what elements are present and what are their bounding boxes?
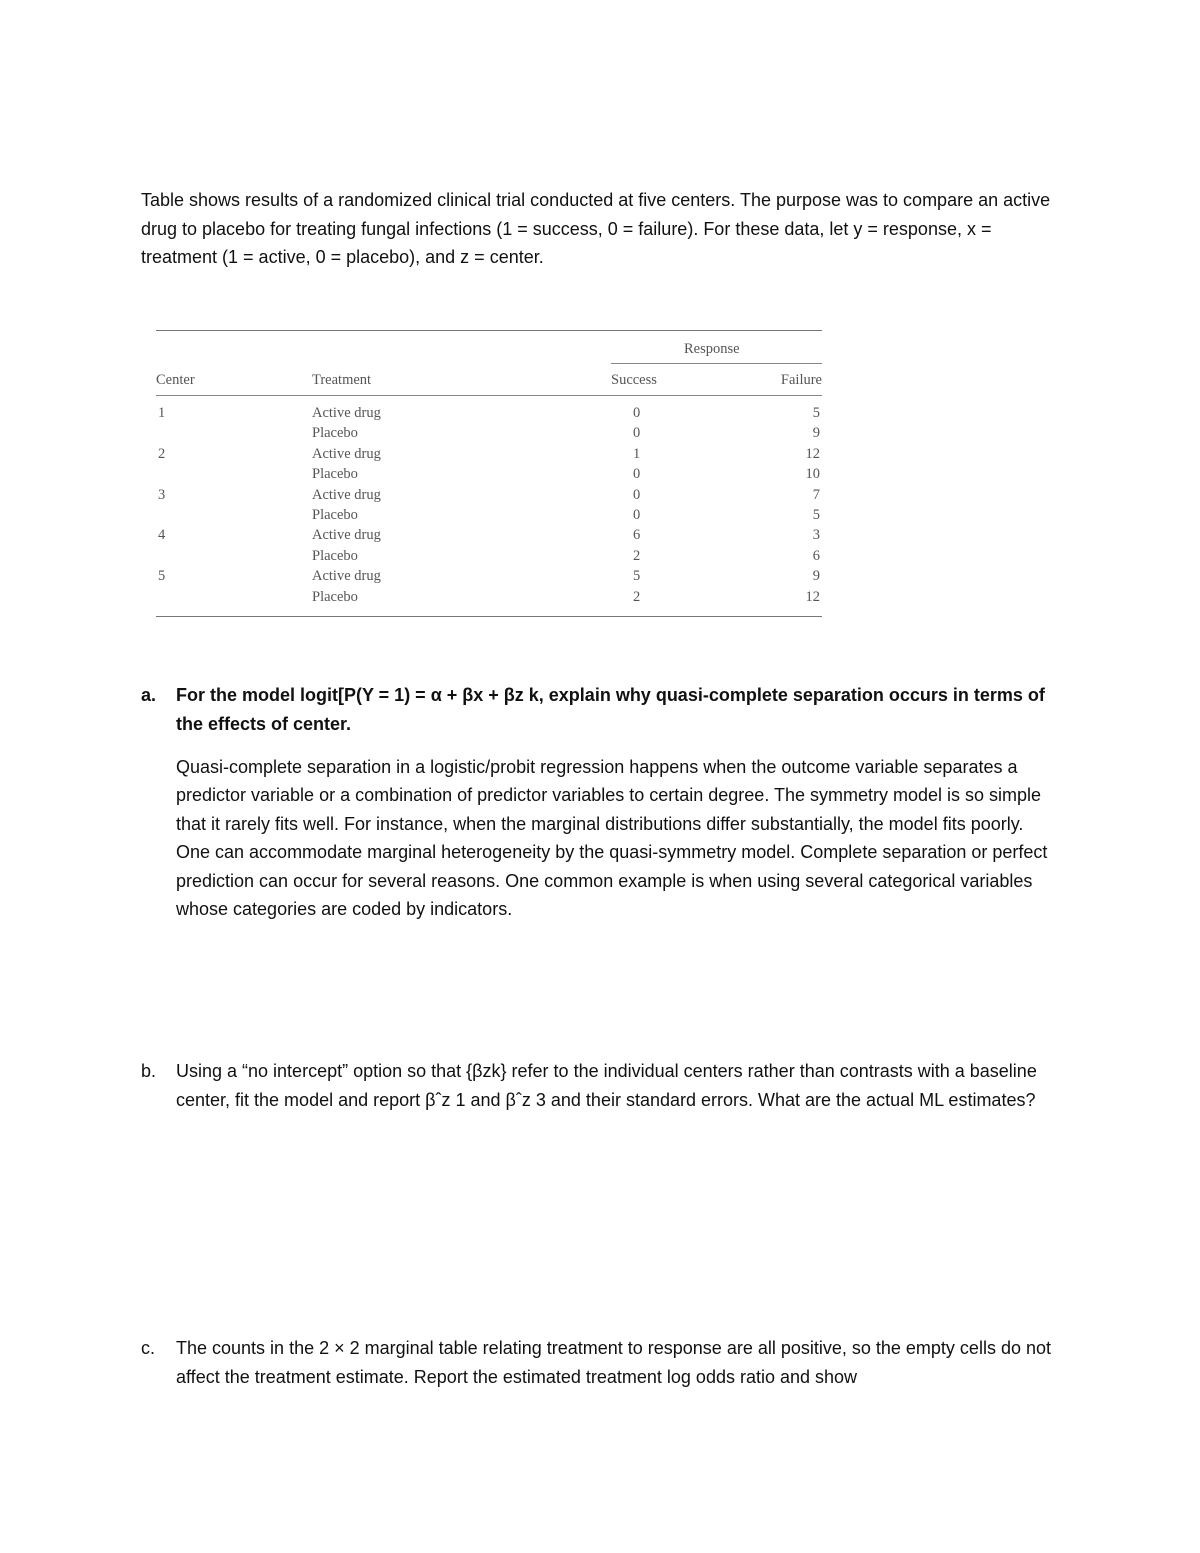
question-a-text: For the model logit[P(Y = 1) = α + βx + βz k, explain why quasi-complete separation occurs in terms of the effects of center. — [176, 685, 1045, 734]
table-bottom-rule — [156, 616, 822, 617]
header-success: Success — [611, 372, 657, 388]
cell-failure: 6 — [812, 547, 820, 564]
question-b-text: Using a “no intercept” option so that {βzk} refer to the individual centers rather than contrasts with a baseline center, fit the model and report βˆz 1 and βˆz 3 and their standard errors. What are the actual ML estimates? — [176, 1061, 1037, 1110]
trial-results-table — [156, 330, 822, 617]
answer-a: Quasi-complete separation in a logistic/probit regression happens when the outcome variable separates a predictor variable or a combination of predictor variables to certain degree. The symmetry model is so simple that it rarely fits well. For instance, when the marginal distributions differ substantially, the model fits poorly. One can accommodate marginal heterogeneity by the quasi-symmetry model. Complete separation or perfect prediction can occur for several reasons. One common example is when using several categorical variables whose categories are coded by indicators. — [176, 757, 1048, 920]
intro-paragraph: Table shows results of a randomized clinical trial conducted at five centers. The purpose was to compare an active drug to placebo for treating fungal infections (1 = success, 0 = failure). For these data, let y = response, x = treatment (1 = active, 0 = placebo), and z = center. — [141, 190, 1051, 267]
cell-center: 1 — [158, 405, 166, 421]
question-b — [141, 1057, 1071, 1114]
table-body — [156, 396, 822, 616]
cell-failure: 5 — [812, 506, 820, 523]
cell-success: 2 — [633, 547, 641, 564]
cell-success: 1 — [633, 445, 641, 462]
cell-success: 5 — [633, 568, 641, 585]
cell-treatment: Active drug — [312, 486, 381, 503]
cell-failure: 3 — [812, 527, 820, 544]
table-row — [156, 526, 822, 546]
cell-treatment: Placebo — [312, 425, 358, 442]
cell-center: 3 — [158, 486, 166, 503]
header-failure: Failure — [780, 372, 822, 388]
cell-failure: 7 — [812, 486, 820, 503]
question-a — [141, 681, 1071, 738]
table-row — [156, 588, 822, 608]
cell-treatment: Placebo — [312, 588, 358, 605]
question-b-letter: b. — [141, 1061, 157, 1081]
header-treatment: Treatment — [312, 372, 372, 388]
cell-failure: 5 — [812, 405, 820, 421]
header-center: Center — [156, 372, 195, 388]
cell-success: 0 — [633, 466, 641, 483]
cell-center: 4 — [158, 527, 166, 544]
question-c — [141, 1334, 1071, 1391]
cell-failure: 10 — [805, 466, 820, 483]
question-c-text: The counts in the 2 × 2 marginal table relating treatment to response are all positive, so the empty cells do not affect the treatment estimate. Report the estimated treatment log odds ratio and show — [176, 1338, 1051, 1387]
cell-treatment: Placebo — [312, 466, 358, 483]
table-row — [156, 404, 822, 424]
cell-success: 0 — [633, 425, 641, 442]
cell-success: 6 — [633, 527, 641, 544]
table-row — [156, 445, 822, 465]
question-a-letter: a. — [141, 685, 157, 705]
table-row — [156, 547, 822, 567]
cell-treatment: Active drug — [312, 568, 381, 585]
cell-treatment: Placebo — [312, 506, 358, 523]
table-row — [156, 506, 822, 526]
cell-center: 5 — [158, 568, 166, 585]
cell-success: 0 — [633, 486, 641, 503]
cell-failure: 12 — [805, 588, 820, 605]
cell-failure: 12 — [805, 445, 820, 462]
cell-failure: 9 — [812, 425, 820, 442]
cell-success: 2 — [633, 588, 641, 605]
question-c-letter: c. — [141, 1338, 156, 1358]
table-row — [156, 567, 822, 587]
cell-success: 0 — [633, 506, 641, 523]
table-row — [156, 486, 822, 506]
table-row — [156, 424, 822, 444]
cell-treatment: Active drug — [312, 405, 381, 421]
cell-success: 0 — [633, 405, 641, 421]
column-header-row — [156, 363, 822, 395]
cell-center: 2 — [158, 445, 166, 462]
cell-failure: 9 — [812, 568, 820, 585]
cell-treatment: Active drug — [312, 445, 381, 462]
table-row — [156, 465, 822, 485]
cell-treatment: Active drug — [312, 527, 381, 544]
response-header: Response — [684, 341, 740, 357]
response-header-row — [156, 331, 822, 363]
cell-treatment: Placebo — [312, 547, 358, 564]
